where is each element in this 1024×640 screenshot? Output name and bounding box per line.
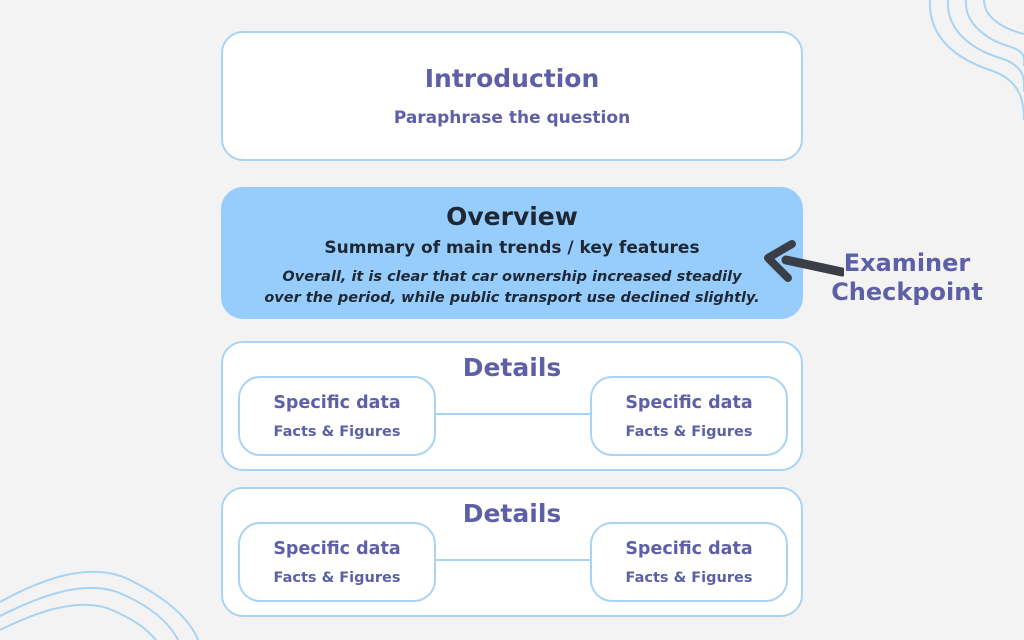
introduction-box (221, 31, 803, 161)
decorative-waves-top-right (900, 0, 1024, 130)
overview-example (243, 267, 781, 309)
checkpoint-line1: Examiner (843, 249, 971, 277)
decorative-waves-bottom-left (0, 540, 200, 640)
specific-data-card-1-right (590, 376, 788, 456)
specific-data-title: Specific data (625, 393, 753, 413)
details-title-1: Details (462, 353, 562, 382)
details-connector-1 (435, 413, 593, 415)
overview-title: Overview (446, 202, 578, 231)
overview-example-line1: Overall, it is clear that car ownership increased steadily (282, 269, 742, 285)
facts-figures-label: Facts & Figures (625, 424, 753, 440)
details-connector-2 (435, 559, 593, 561)
overview-example-line2: over the period, while public transport use declined slightly. (264, 290, 760, 306)
specific-data-card-1-left (238, 376, 436, 456)
introduction-title: Introduction (424, 64, 600, 93)
details-title-2: Details (462, 499, 562, 528)
facts-figures-label: Facts & Figures (625, 570, 753, 586)
facts-figures-label: Facts & Figures (273, 570, 401, 586)
specific-data-card-2-left (238, 522, 436, 602)
introduction-subtitle: Paraphrase the question (393, 108, 631, 128)
specific-data-title: Specific data (273, 393, 401, 413)
facts-figures-label: Facts & Figures (273, 424, 401, 440)
examiner-checkpoint-label (828, 249, 986, 307)
details-box-2 (221, 487, 803, 617)
details-box-1 (221, 341, 803, 471)
specific-data-card-2-right (590, 522, 788, 602)
overview-box (221, 187, 803, 319)
specific-data-title: Specific data (625, 539, 753, 559)
specific-data-title: Specific data (273, 539, 401, 559)
checkpoint-line2: Checkpoint (831, 278, 983, 306)
overview-subtitle: Summary of main trends / key features (324, 238, 700, 258)
